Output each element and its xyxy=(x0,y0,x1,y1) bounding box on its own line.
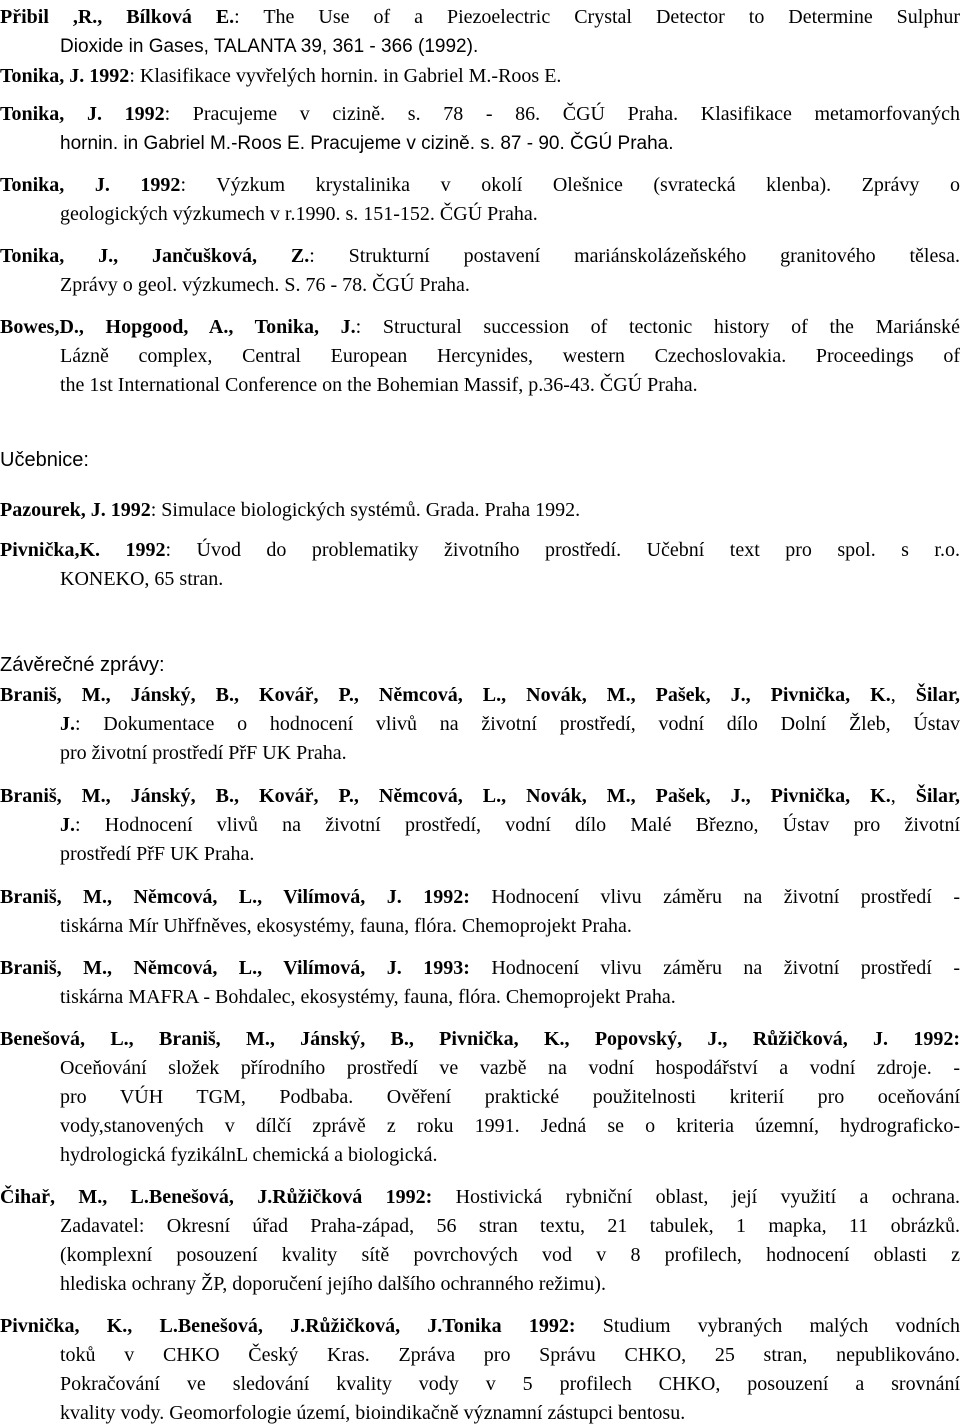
author-text: Bowes,D., Hopgood, A., Tonika, J. xyxy=(0,316,356,338)
report-line xyxy=(60,1341,960,1370)
reference-line xyxy=(60,342,960,371)
author-text: Tonika, J. 1992 xyxy=(0,103,165,125)
citation-text: Zadavatel: Okresní úřad Praha-západ, 56 stran textu, 21 tabulek, 1 mapka, 11 obrázků. xyxy=(60,1215,960,1237)
author-text: J. xyxy=(60,713,75,735)
textbook-line xyxy=(60,565,960,594)
citation-text: : Structural succession of tectonic history of the Mariánské xyxy=(355,316,960,338)
author-text: Tonika, J. 1992 xyxy=(0,174,181,196)
report-line xyxy=(60,1141,960,1170)
citation-text: toků v CHKO Český Kras. Zpráva pro Správu CHKO, 25 stran, nepublikováno. xyxy=(60,1344,960,1366)
report-line xyxy=(60,983,960,1012)
report-line xyxy=(0,1183,960,1212)
citation-text: hydrologická fyzikálnL chemická a biologická. xyxy=(60,1144,438,1166)
citation-text: hornin. in Gabriel M.-Roos E. Pracujeme v cizině. s. 87 - 90. ČGÚ Praha. xyxy=(60,133,674,154)
textbook-line xyxy=(0,496,960,525)
citation-text: : Výzkum krystalinika v okolí Olešnice (svratecká klenba). Zprávy o xyxy=(180,174,960,196)
citation-text: Hostivická rybniční oblast, její využití a ochrana. xyxy=(432,1186,960,1208)
citation-text: hlediska ochrany ŽP, doporučení jejího dalšího ochranného režimu). xyxy=(60,1273,606,1295)
author-text: Přibil ,R., Bílková E. xyxy=(0,6,235,28)
reference-line xyxy=(60,200,960,229)
citation-text: vody,stanovených v dílčí zprávě z roku 1991. Jedná se o kriteria územní, hydrograficko- xyxy=(60,1115,960,1137)
reference-line xyxy=(60,371,960,400)
author-text: Tonika, J., Jančušková, Z. xyxy=(0,245,310,267)
citation-text: the 1st International Conference on the Bohemian Massif, p.36-43. ČGÚ Praha. xyxy=(60,374,698,396)
citation-text: pro VÚH TGM, Podbaba. Ověření praktické použitelnosti kriterií pro oceňování xyxy=(60,1086,960,1108)
citation-text: : Hodnocení vlivů na životní prostředí, vodní dílo Malé Březno, Ústav pro životní xyxy=(75,814,960,836)
citation-text: : Klasifikace vyvřelých hornin. in Gabriel M.-Roos E. xyxy=(129,65,562,87)
report-line xyxy=(60,1241,960,1270)
report-line xyxy=(60,912,960,941)
citation-text: : Simulace biologických systémů. Grada. Praha 1992. xyxy=(150,499,581,521)
author-text: Benešová, L., Braniš, M., Jánský, B., Pivnička, K., Popovský, J., Růžičková, J. 1992: xyxy=(0,1028,960,1050)
report-line xyxy=(60,1112,960,1141)
citation-text: pro životní prostředí PřF UK Praha. xyxy=(60,742,347,764)
citation-text: (komplexní posouzení kvality sítě povrchových vod v 8 profilech, hodnocení oblasti z xyxy=(60,1244,960,1266)
author-text: Pivnička, K., L.Benešová, J.Růžičková, J.Tonika 1992: xyxy=(0,1315,576,1337)
report-line xyxy=(60,1212,960,1241)
reference-line xyxy=(0,3,960,32)
report-line xyxy=(60,811,960,840)
citation-text: Zprávy o geol. výzkumech. S. 76 - 78. ČGÚ Praha. xyxy=(60,274,470,296)
citation-text: , xyxy=(890,785,916,807)
textbook-line xyxy=(0,536,960,565)
reference-line xyxy=(0,242,960,271)
citation-text: prostředí PřF UK Praha. xyxy=(60,843,255,865)
author-text: Čihař, M., L.Benešová, J.Růžičková 1992: xyxy=(0,1186,433,1208)
reference-line xyxy=(60,129,960,158)
reference-line xyxy=(60,32,960,61)
citation-text: tiskárna MAFRA - Bohdalec, ekosystémy, fauna, flóra. Chemoprojekt Praha. xyxy=(60,986,676,1008)
report-line xyxy=(60,710,960,739)
report-line xyxy=(60,1399,960,1428)
reference-line xyxy=(0,100,960,129)
report-line xyxy=(60,1054,960,1083)
author-text: Šilar, xyxy=(915,785,960,807)
citation-text: : Dokumentace o hodnocení vlivů na životní prostředí, vodní dílo Dolní Žleb, Ústav xyxy=(75,713,960,735)
report-line xyxy=(60,840,960,869)
report-line xyxy=(0,681,960,710)
citation-text: Hodnocení vlivu záměru na životní prostředí - xyxy=(469,886,960,908)
report-line xyxy=(60,1083,960,1112)
author-text: Tonika, J. 1992 xyxy=(0,65,130,87)
author-text: J. xyxy=(60,814,75,836)
report-line xyxy=(0,954,960,983)
author-text: Braniš, M., Jánský, B., Kovář, P., Němcová, L., Novák, M., Pašek, J., Pivnička, K. xyxy=(0,785,891,807)
report-line xyxy=(60,1370,960,1399)
author-text: Pivnička,K. 1992 xyxy=(0,539,166,561)
reference-line xyxy=(0,171,960,200)
report-line xyxy=(0,782,960,811)
author-text: Braniš, M., Němcová, L., Vilímová, J. 1992: xyxy=(0,886,470,908)
citation-text: : The Use of a Piezoelectric Crystal Detector to Determine Sulphur xyxy=(234,6,960,28)
report-line xyxy=(0,1025,960,1054)
citation-text: : Pracujeme v cizině. s. 78 - 86. ČGÚ Praha. Klasifikace metamorfovaných xyxy=(164,103,960,125)
author-text: Pazourek, J. 1992 xyxy=(0,499,151,521)
citation-text: Dioxide in Gases, TALANTA 39, 361 - 366 (1992). xyxy=(60,36,479,57)
citation-text: Studium vybraných malých vodních xyxy=(575,1315,960,1337)
citation-text: kvality vody. Geomorfologie území, bioindikačně významní zástupci bentosu. xyxy=(60,1402,686,1424)
reference-line xyxy=(0,62,960,91)
reference-line xyxy=(0,313,960,342)
heading-textbooks: Učebnice: xyxy=(0,449,89,471)
author-text: Braniš, M., Němcová, L., Vilímová, J. 1993: xyxy=(0,957,470,979)
report-line xyxy=(60,739,960,768)
heading-reports: Závěrečné zprávy: xyxy=(0,654,165,676)
citation-text: : Strukturní postavení mariánskolázeňského granitového tělesa. xyxy=(309,245,960,267)
report-line xyxy=(0,883,960,912)
citation-text: geologických výzkumech v r.1990. s. 151-152. ČGÚ Praha. xyxy=(60,203,538,225)
citation-text: , xyxy=(890,684,916,706)
citation-text: Pokračování ve sledování kvality vody v 5 profilech CHKO, posouzení a srovnání xyxy=(60,1373,960,1395)
reference-line xyxy=(60,271,960,300)
report-line xyxy=(60,1270,960,1299)
citation-text: Oceňování složek přírodního prostředí ve vazbě na vodní hospodářství a vodní zdroje. - xyxy=(60,1057,960,1079)
report-line xyxy=(0,1312,960,1341)
citation-text: Hodnocení vlivu záměru na životní prostředí - xyxy=(469,957,960,979)
citation-text: KONEKO, 65 stran. xyxy=(60,568,224,590)
citation-text: : Úvod do problematiky životního prostředí. Učební text pro spol. s r.o. xyxy=(165,539,960,561)
author-text: Braniš, M., Jánský, B., Kovář, P., Němcová, L., Novák, M., Pašek, J., Pivnička, K. xyxy=(0,684,891,706)
author-text: Šilar, xyxy=(915,684,960,706)
citation-text: tiskárna Mír Uhřfněves, ekosystémy, fauna, flóra. Chemoprojekt Praha. xyxy=(60,915,632,937)
citation-text: Lázně complex, Central European Hercynides, western Czechoslovakia. Proceedings of xyxy=(60,345,960,367)
